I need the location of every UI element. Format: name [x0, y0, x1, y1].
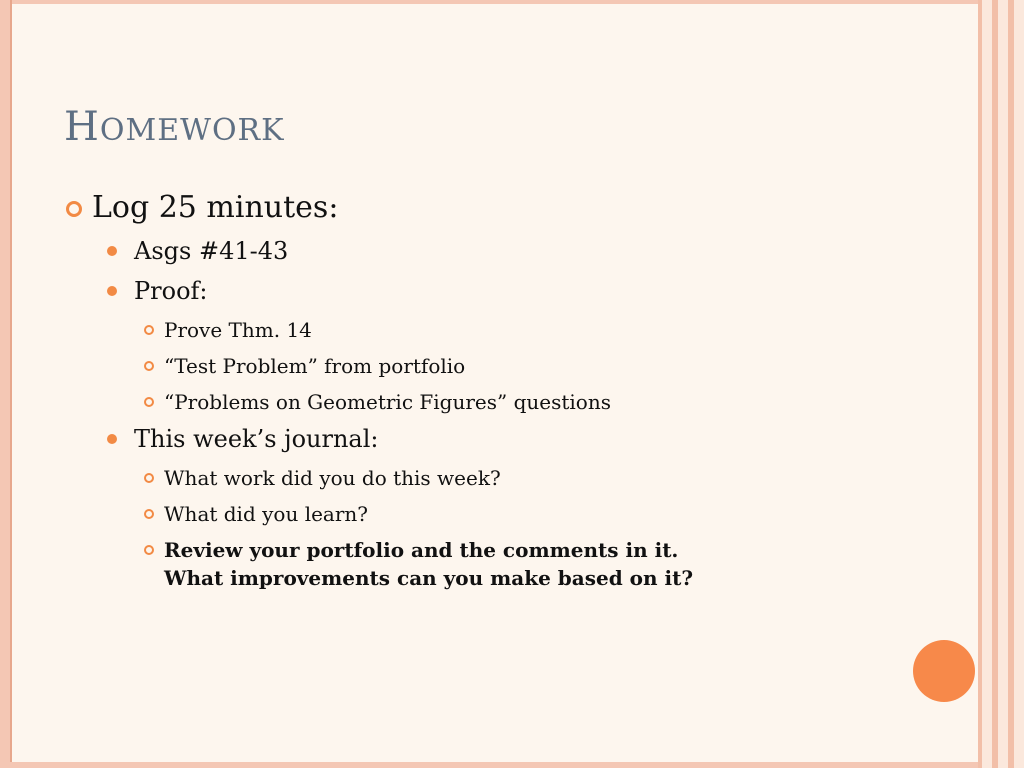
bullet-text: Proof:	[134, 277, 208, 305]
ring-bullet-icon	[144, 509, 154, 519]
slide-left-border	[0, 0, 10, 768]
bullet-text: “Test Problem” from portfolio	[164, 354, 466, 378]
slide-bottom-border	[0, 762, 1024, 768]
bullet-text: This week’s journal:	[134, 425, 379, 453]
bullet-text: What did you learn?	[164, 502, 369, 526]
bullet-level2	[64, 234, 924, 268]
ring-bullet-icon	[66, 201, 82, 217]
ring-bullet-icon	[144, 473, 154, 483]
slide-right-stripes	[978, 0, 1024, 768]
bullet-text: What work did you do this week?	[164, 466, 501, 490]
ring-bullet-icon	[144, 361, 154, 371]
bullet-text-line1: Review your portfolio and the comments in it.	[164, 538, 679, 562]
bullet-level2	[64, 422, 924, 456]
bullet-text: Prove Thm. 14	[164, 318, 312, 342]
ring-bullet-icon	[144, 325, 154, 335]
dot-bullet-icon	[107, 246, 117, 256]
slide-title	[64, 104, 285, 150]
decorative-orange-circle	[913, 640, 975, 702]
slide-top-border	[0, 0, 1024, 4]
bullet-text-line2: What improvements can you make based on it?	[164, 566, 694, 590]
bullet-level3	[64, 316, 924, 344]
slide-left-border-line	[10, 0, 12, 768]
dot-bullet-icon	[107, 434, 117, 444]
bullet-text: Log 25 minutes:	[92, 190, 339, 225]
bullet-level3	[64, 352, 924, 380]
bullet-text-line	[164, 536, 693, 592]
ring-bullet-icon	[144, 545, 154, 555]
bullet-level1	[64, 188, 924, 228]
bullet-level3	[64, 500, 924, 528]
ring-bullet-icon	[144, 397, 154, 407]
bullet-level3-bold	[64, 536, 924, 592]
slide-content	[64, 188, 924, 592]
bullet-text: “Problems on Geometric Figures” questions	[164, 390, 611, 414]
dot-bullet-icon	[107, 286, 117, 296]
bullet-level2	[64, 274, 924, 308]
bullet-level3	[64, 464, 924, 492]
slide-title-rest: OMEWORK	[99, 113, 285, 148]
slide-title-initial: H	[64, 104, 100, 150]
bullet-level3	[64, 388, 924, 416]
bullet-text: Asgs #41-43	[134, 237, 289, 265]
